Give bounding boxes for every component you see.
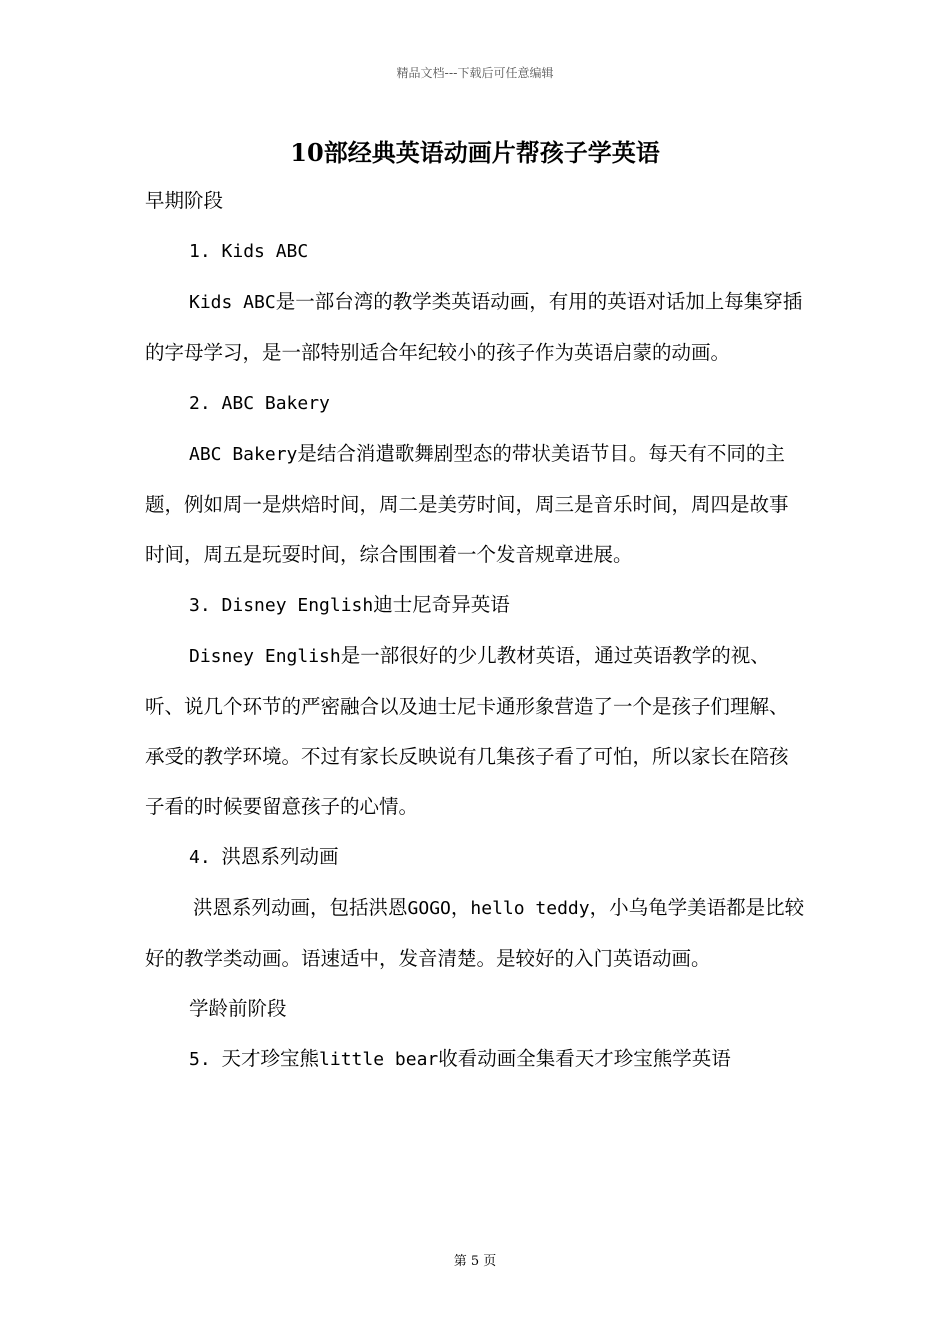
item-1-number: 1. — [189, 241, 222, 262]
item-4-desc-a: 洪恩系列动画，包括洪恩 — [193, 896, 408, 919]
item-5-title-a: 天才珍宝熊 — [221, 1047, 320, 1070]
item-4-heading — [145, 832, 807, 883]
item-1-heading — [145, 226, 807, 277]
item-4-desc-teddy: hello teddy — [470, 898, 590, 919]
item-3-desc-text: 是一部很好的少儿教材英语，通过英语教学的视、听、说几个环节的严密融合以及迪士尼卡通形象营造了一个是孩子们理解、承受的教学环境。不过有家长反映说有几集孩子看了可怕，所以家长在陪孩子看的时候要留意孩子的心情。 — [145, 644, 789, 818]
item-3-description — [145, 631, 807, 832]
item-1-desc-text: 是一部台湾的教学类英语动画，有用的英语对话加上每集穿插的字母学习，是一部特别适合年纪较小的孩子作为英语启蒙的动画。 — [145, 290, 803, 364]
section-heading-early: 早期阶段 — [145, 189, 224, 212]
item-1-title: Kids ABC — [221, 241, 309, 262]
section-heading-preschool: 学龄前阶段 — [189, 997, 287, 1020]
item-5-title-en: little bear — [319, 1049, 439, 1070]
item-5-title-b: 收看动画全集看天才珍宝熊学英语 — [438, 1047, 731, 1070]
item-5-heading — [145, 1034, 807, 1085]
item-4-description — [145, 883, 807, 984]
item-2-title: ABC Bakery — [221, 393, 330, 414]
item-2-desc-name: ABC Bakery — [189, 444, 298, 465]
item-2-number: 2. — [189, 393, 222, 414]
page-header: 精品文档---下载后可任意编辑 — [396, 66, 554, 80]
item-3-title-en: Disney English — [221, 595, 374, 616]
item-1-desc-name: Kids ABC — [189, 292, 276, 313]
document-body — [145, 176, 807, 1085]
item-3-heading — [145, 580, 807, 631]
item-2-heading — [145, 378, 807, 429]
item-4-desc-b: ， — [450, 896, 471, 919]
item-4-number: 4. — [189, 847, 222, 868]
item-4-title: 洪恩系列动画 — [221, 845, 339, 868]
page-number: 第 5 页 — [453, 1254, 497, 1269]
item-3-desc-name: Disney English — [189, 646, 341, 667]
item-3-number: 3. — [189, 595, 222, 616]
item-3-title-cn: 迪士尼奇异英语 — [373, 593, 510, 616]
item-1-description — [145, 277, 807, 378]
item-2-description — [145, 429, 807, 580]
item-2-desc-text: 是结合消遣歌舞剧型态的带状美语节目。每天有不同的主题，例如周一是烘焙时间，周二是美劳时间，周三是音乐时间，周四是故事时间，周五是玩耍时间，综合围围着一个发音规章进展。 — [145, 442, 789, 566]
document-title: 10部经典英语动画片帮孩子学英语 — [290, 138, 660, 167]
item-4-desc-c: ，小乌龟学美语都是比较好的教学类动画。语速适中，发音清楚。是较好的入门英语动画。 — [145, 896, 805, 970]
item-5-number: 5. — [189, 1049, 222, 1070]
item-4-desc-gogo: GOGO — [407, 898, 451, 919]
